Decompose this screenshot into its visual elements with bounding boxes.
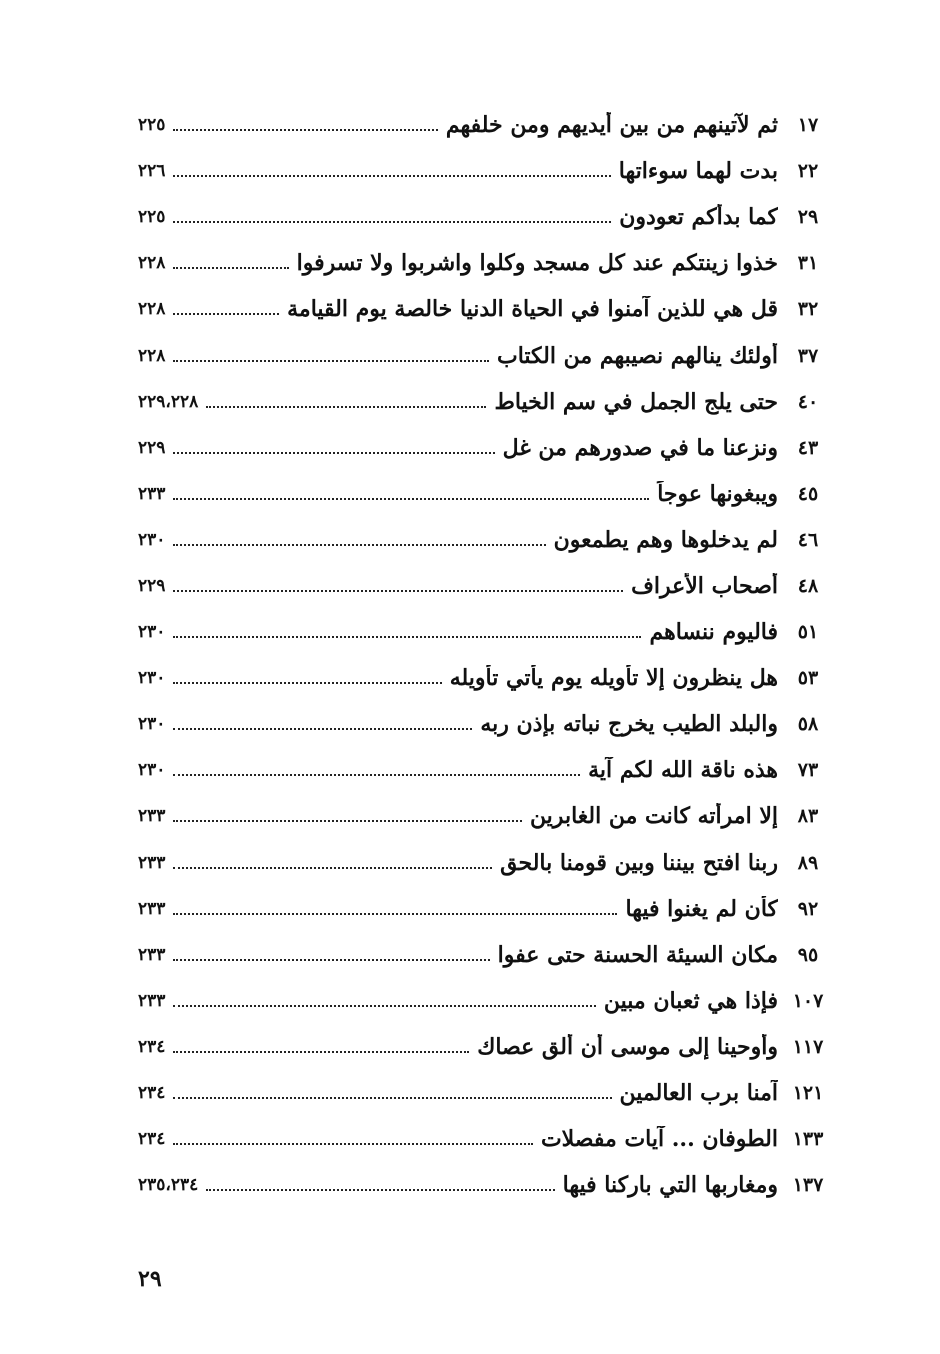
dot-leader	[173, 221, 611, 223]
verse-number: ٥٨	[797, 713, 819, 736]
index-entry	[138, 1080, 778, 1106]
verse-phrase: والبلد الطيب يخرج نباته بإذن ربه	[480, 711, 778, 738]
index-entry	[138, 435, 778, 461]
index-row	[138, 978, 838, 1024]
verse-phrase: الطوفان ... آيات مفصلات	[540, 1126, 778, 1153]
page-reference: ٢٣٤	[138, 1036, 166, 1057]
verse-number: ٣٧	[797, 344, 819, 367]
index-row	[138, 747, 838, 793]
verse-number: ٤٠	[797, 390, 819, 413]
index-entry	[138, 942, 778, 968]
dot-leader	[173, 129, 437, 131]
index-entry	[138, 850, 778, 876]
verse-number: ٥٣	[797, 667, 819, 690]
verse-phrase: كما بدأكم تعودون	[619, 204, 778, 231]
verse-number: ١٧	[797, 114, 819, 137]
verse-number: ١٢١	[792, 1082, 824, 1105]
verse-number: ٩٥	[797, 943, 819, 966]
page-reference: ٢٢٨	[138, 345, 166, 366]
verse-phrase: وأوحينا إلى موسى أن ألق عصاك	[477, 1033, 778, 1060]
verse-number: ٨٣	[797, 805, 819, 828]
index-entry	[138, 527, 778, 553]
verse-phrase: خذوا زينتكم عند كل مسجد وكلوا واشربوا ولا تسرفوا	[296, 250, 778, 277]
verse-number: ٤٣	[797, 436, 819, 459]
index-row	[138, 1116, 838, 1162]
index-row	[138, 1070, 838, 1116]
dot-leader	[173, 1097, 611, 1099]
dot-leader	[173, 774, 580, 776]
page-reference: ٢٣٣	[138, 898, 166, 919]
verse-number: ١٠٧	[792, 989, 824, 1012]
page-reference: ٢٢٥	[138, 207, 166, 228]
index-entry	[138, 896, 778, 922]
page-reference: ٢٢٨	[138, 253, 166, 274]
index-row	[138, 332, 838, 378]
index-row	[138, 793, 838, 839]
verse-number: ٢٢	[797, 160, 819, 183]
index-row	[138, 240, 838, 286]
index-row	[138, 425, 838, 471]
index-entry	[138, 1172, 778, 1198]
page-reference: ٢٣٠	[138, 668, 166, 689]
index-entry	[138, 573, 778, 599]
page-reference: ٢٣٠	[138, 529, 166, 550]
page-reference: ٢٣٣	[138, 944, 166, 965]
verse-phrase: هل ينظرون إلا تأويله يوم يأتي تأويله	[449, 665, 778, 692]
index-row	[138, 563, 838, 609]
dot-leader	[173, 313, 279, 315]
dot-leader	[173, 452, 494, 454]
page-reference: ٢٣٤	[138, 1129, 166, 1150]
verse-phrase: كأن لم يغنوا فيها	[625, 895, 778, 922]
index-row	[138, 1024, 838, 1070]
index-row	[138, 932, 838, 978]
verse-phrase: آمنا برب العالمين	[619, 1080, 778, 1107]
page-reference: ٢٢٩	[138, 575, 166, 596]
index-entry	[138, 204, 778, 230]
verse-number: ٢٩	[797, 206, 819, 229]
dot-leader	[173, 590, 623, 592]
index-entry	[138, 112, 778, 138]
index-row	[138, 609, 838, 655]
page-reference: ٢٢٩،٢٢٨	[138, 391, 199, 412]
verse-phrase: ونزعنا ما في صدورهم من غل	[502, 434, 778, 461]
dot-leader	[173, 820, 522, 822]
verse-number: ٩٢	[797, 897, 819, 920]
index-row	[138, 379, 838, 425]
verse-phrase: ويبغونها عوجاً	[657, 480, 778, 507]
verse-phrase: بدت لهما سوءاتها	[618, 158, 778, 185]
index-entry	[138, 1034, 778, 1060]
index-row	[138, 286, 838, 332]
verse-phrase: لم يدخلوها وهم يطمعون	[553, 526, 778, 553]
index-entry	[138, 296, 778, 322]
dot-leader	[173, 682, 441, 684]
verse-number: ٣١	[797, 252, 819, 275]
index-row	[138, 1162, 838, 1208]
dot-leader	[173, 636, 641, 638]
index-entry	[138, 803, 778, 829]
verse-phrase: فإذا هي ثعبان مبين	[603, 987, 778, 1014]
verse-phrase: حتى يلج الجمل في سم الخياط	[494, 388, 778, 415]
verse-number: ١١٧	[792, 1035, 824, 1058]
verse-number: ٤٥	[797, 482, 819, 505]
index-row	[138, 148, 838, 194]
dot-leader	[206, 1189, 554, 1191]
index-entry	[138, 619, 778, 645]
index-entry	[138, 757, 778, 783]
index-row	[138, 655, 838, 701]
dot-leader	[173, 913, 617, 915]
index-entry	[138, 988, 778, 1014]
page-reference: ٢٣٣	[138, 806, 166, 827]
page-reference: ٢٣٣	[138, 990, 166, 1011]
verse-phrase: أولئك ينالهم نصيبهم من الكتاب	[496, 342, 778, 369]
verse-index-list	[138, 102, 838, 1208]
verse-phrase: ومغاربها التي باركنا فيها	[562, 1172, 778, 1199]
dot-leader	[173, 867, 492, 869]
verse-phrase: فاليوم ننساهم	[649, 619, 778, 646]
dot-leader	[173, 175, 610, 177]
index-row	[138, 102, 838, 148]
page-reference: ٢٣٣	[138, 852, 166, 873]
verse-phrase: هذه ناقة الله لكم آية	[588, 757, 778, 784]
index-entry	[138, 665, 778, 691]
index-entry	[138, 389, 778, 415]
page-number: ٢٩	[138, 1266, 162, 1292]
index-row	[138, 840, 838, 886]
page-reference: ٢٢٥	[138, 115, 166, 136]
page-reference: ٢٣٠	[138, 760, 166, 781]
verse-number: ٤٨	[797, 574, 819, 597]
page-reference: ٢٣٤	[138, 1083, 166, 1104]
dot-leader	[173, 959, 489, 961]
verse-number: ٨٩	[797, 851, 819, 874]
index-entry	[138, 250, 778, 276]
verse-number: ١٣٧	[792, 1174, 824, 1197]
page-reference: ٢٢٨	[138, 299, 166, 320]
verse-number: ٥١	[797, 621, 819, 644]
verse-phrase: مكان السيئة الحسنة حتى عفوا	[497, 941, 778, 968]
page-reference: ٢٣٠	[138, 622, 166, 643]
dot-leader	[173, 360, 489, 362]
index-row	[138, 701, 838, 747]
verse-number: ٣٢	[797, 298, 819, 321]
page-reference: ٢٣٥،٢٣٤	[138, 1175, 199, 1196]
dot-leader	[173, 544, 545, 546]
dot-leader	[206, 406, 486, 408]
dot-leader	[173, 1005, 596, 1007]
dot-leader	[173, 1143, 533, 1145]
index-entry	[138, 1126, 778, 1152]
index-entry	[138, 711, 778, 737]
index-entry	[138, 481, 778, 507]
index-row	[138, 194, 838, 240]
index-row	[138, 517, 838, 563]
verse-phrase: قل هي للذين آمنوا في الحياة الدنيا خالصة يوم القيامة	[287, 296, 778, 323]
verse-phrase: أصحاب الأعراف	[631, 572, 778, 599]
dot-leader	[173, 728, 472, 730]
index-row	[138, 886, 838, 932]
page-reference: ٢٣٣	[138, 483, 166, 504]
verse-number: ١٣٣	[792, 1128, 824, 1151]
page-reference: ٢٣٠	[138, 714, 166, 735]
verse-number: ٤٦	[797, 528, 819, 551]
dot-leader	[173, 267, 288, 269]
dot-leader	[173, 1051, 469, 1053]
index-entry	[138, 158, 778, 184]
verse-phrase: ثم لآتينهم من بين أيديهم ومن خلفهم	[445, 112, 778, 139]
verse-phrase: ربنا افتح بيننا وبين قومنا بالحق	[500, 849, 778, 876]
verse-phrase: إلا امرأته كانت من الغابرين	[529, 803, 778, 830]
page-reference: ٢٢٦	[138, 161, 166, 182]
verse-number: ٧٣	[797, 759, 819, 782]
index-entry	[138, 343, 778, 369]
page-reference: ٢٢٩	[138, 437, 166, 458]
index-row	[138, 471, 838, 517]
dot-leader	[173, 498, 649, 500]
